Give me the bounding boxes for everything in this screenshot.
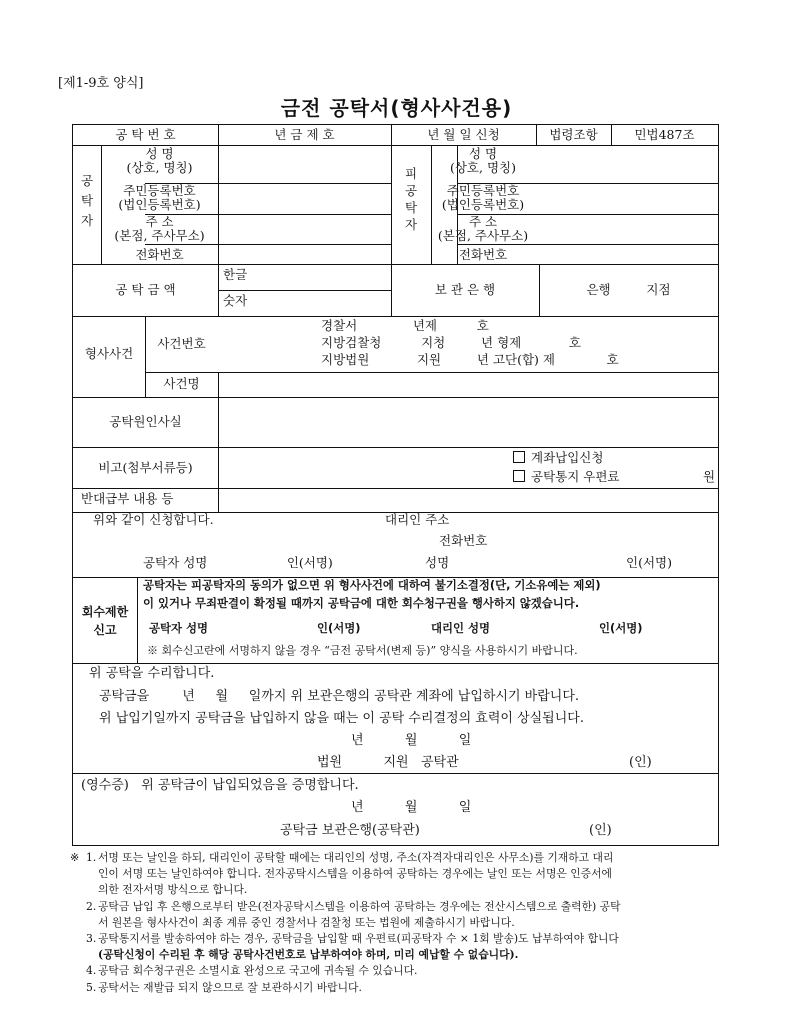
case-no-label: 공 탁 번 호 (115, 127, 176, 142)
criminal-label: 형사사건 (84, 346, 134, 361)
note-item: 4. 공탁금 회수청구권은 소멸시효 완성으로 국고에 귀속될 수 있습니다. (86, 964, 418, 978)
restriction-label: 회수제한 신고 (81, 605, 129, 637)
depositee-side-label: 피 공 탁 자 (404, 166, 418, 232)
amount-label: 공 탁 금 액 (115, 282, 176, 297)
acceptance-seal[interactable]: (인) (629, 755, 652, 770)
acceptance-line-3: 위 납입기일까지 공탁금을 납입하지 않을 때는 이 공탁 수리결정의 효력이 상실됩니다. (99, 711, 584, 726)
amount-hangul-label: 한글 (223, 267, 248, 282)
counter-label: 반대급부 내용 등 (81, 491, 174, 506)
case-no-value[interactable]: 년 금 제 호 (274, 127, 335, 142)
law-value: 민법487조 (634, 127, 695, 142)
bank-label: 보 관 은 행 (434, 282, 496, 297)
depositor-name-label: 성 명 (상호, 명칭) (126, 146, 193, 176)
deposit-form (72, 124, 719, 846)
receipt-line: (영수증) 위 공탁금이 납입되었음을 증명합니다. (81, 778, 359, 793)
agent-address-label: 대리인 주소 (385, 512, 450, 527)
agent-seal[interactable]: 인(서명) (626, 555, 672, 570)
depositee-phone-label: 전화번호 (458, 247, 508, 262)
prosecution-line[interactable]: 지방검찰청 지청 년 형제 호 (321, 335, 581, 350)
restriction-depositor-sign[interactable]: 공탁자 성명 (149, 621, 208, 635)
notes-section (70, 850, 730, 996)
note-item: 5. 공탁서는 재발급 되지 않으므로 잘 보관하시기 바랍니다. (86, 980, 362, 994)
acceptance-date[interactable]: 년 월 일 (351, 733, 472, 748)
depositor-phone-label: 전화번호 (135, 247, 184, 262)
receipt-seal[interactable]: (인) (589, 823, 612, 838)
notes-star: ※ (70, 851, 80, 864)
restriction-agent-seal[interactable]: 인(서명) (599, 621, 643, 635)
depositor-sign[interactable]: 공탁자 성명 인(서명) (143, 555, 333, 570)
note-item: 2. 공탁금 납입 후 은행으로부터 받은(전자공탁시스템을 이용하여 공탁하는 경우에는 전산시스템으로 출력한) 공탁 서 원본을 형사사건이 최종 계류 중인 경찰서나 검찰청 또는 법원에 제출하시기 바랍니다. (86, 899, 621, 929)
acceptance-line-1: 위 공탁을 수리합니다. (89, 666, 215, 681)
agent-name-label: 성명 (425, 555, 450, 570)
note-item: 3. 공탁통지서를 발송하여야 하는 경우, 공탁금을 납입할 때 우편료(피공탁자 수 × 1회 발송)도 납부하여야 합니다 (공탁신청이 수리된 후 해당 공탁사건번호로 납부하여야 하며, 미리 예납할 수 없습니다). (86, 932, 619, 962)
criminal-case-no-label: 사건번호 (157, 336, 206, 351)
acceptance-line-2: 공탁금을 년 월 일까지 위 보관은행의 공탁관 계좌에 납입하시기 바랍니다. (99, 689, 580, 704)
note-item: 1. 서명 또는 날인을 하되, 대리인이 공탁할 때에는 대리인의 성명, 주소(자격자대리인은 사무소)를 기재하고 대리 인이 서명 또는 날인하여야 합니다. 전자공탁시스템을 이용하여 공탁하는 경우에는 날인 또는 서명은 인증서에 의한 전자서명 방식으로 합니다. (86, 851, 614, 897)
receipt-date[interactable]: 년 월 일 (351, 800, 472, 815)
depositor-address-label: 주 소 (본점, 주사무소) (114, 214, 205, 244)
depositee-address-label: 주 소 (본점, 주사무소) (437, 214, 529, 244)
acceptance-court[interactable]: 법원 지원 공탁관 (317, 755, 459, 770)
postage-checkbox[interactable] (513, 470, 525, 482)
remarks-label: 비고(첨부서류등) (98, 460, 193, 475)
account-deposit-checkbox[interactable] (513, 451, 525, 463)
form-id: [제1-9호 양식] (58, 76, 144, 91)
restriction-text-1: 공탁자는 피공탁자의 동의가 없으면 위 형사사건에 대하여 불기소결정(단, 기소유예는 제외) (143, 578, 601, 592)
receipt-bank[interactable]: 공탁금 보관은행(공탁관) (280, 823, 420, 838)
depositor-id-label: 주민등록번호 (법인등록번호) (118, 183, 201, 213)
bank-value[interactable]: 은행 지점 (586, 282, 671, 297)
won-label: 원 (703, 469, 716, 484)
page-title: 금전 공탁서(형사사건용) (280, 96, 513, 120)
police-line[interactable]: 경찰서 년제 호 (321, 318, 489, 333)
case-name-label: 사건명 (163, 376, 200, 391)
agent-phone-label: 전화번호 (439, 533, 488, 548)
depositor-side-label: 공 탁 자 (80, 173, 94, 228)
account-deposit-option[interactable]: 계좌납입신청 (513, 451, 603, 465)
application-statement: 위와 같이 신청합니다. (93, 512, 214, 527)
amount-number-label: 숫자 (223, 293, 248, 308)
depositee-id-label: 주민등록번호 (법인등록번호) (441, 183, 525, 213)
postage-option[interactable]: 공탁통지 우편료 (513, 470, 620, 484)
court-line[interactable]: 지방법원 지원 년 고단(합) 제 호 (321, 352, 619, 367)
depositee-name-label: 성 명 (상호, 명칭) (449, 146, 516, 176)
restriction-text-2: 이 있거나 무죄판결이 확정될 때까지 공탁금에 대한 회수청구권을 행사하지 않겠습니다. (143, 596, 580, 610)
restriction-agent-sign[interactable]: 대리인 성명 (431, 621, 490, 635)
application-date[interactable]: 년 월 일 신청 (427, 127, 500, 142)
restriction-note: ※ 회수신고란에 서명하지 않을 경우 “금전 공탁서(변제 등)” 양식을 사용하시기 바랍니다. (147, 644, 578, 657)
law-label: 법령조항 (549, 127, 598, 142)
restriction-depositor-seal[interactable]: 인(서명) (317, 621, 361, 635)
reason-label: 공탁원인사실 (109, 414, 182, 429)
